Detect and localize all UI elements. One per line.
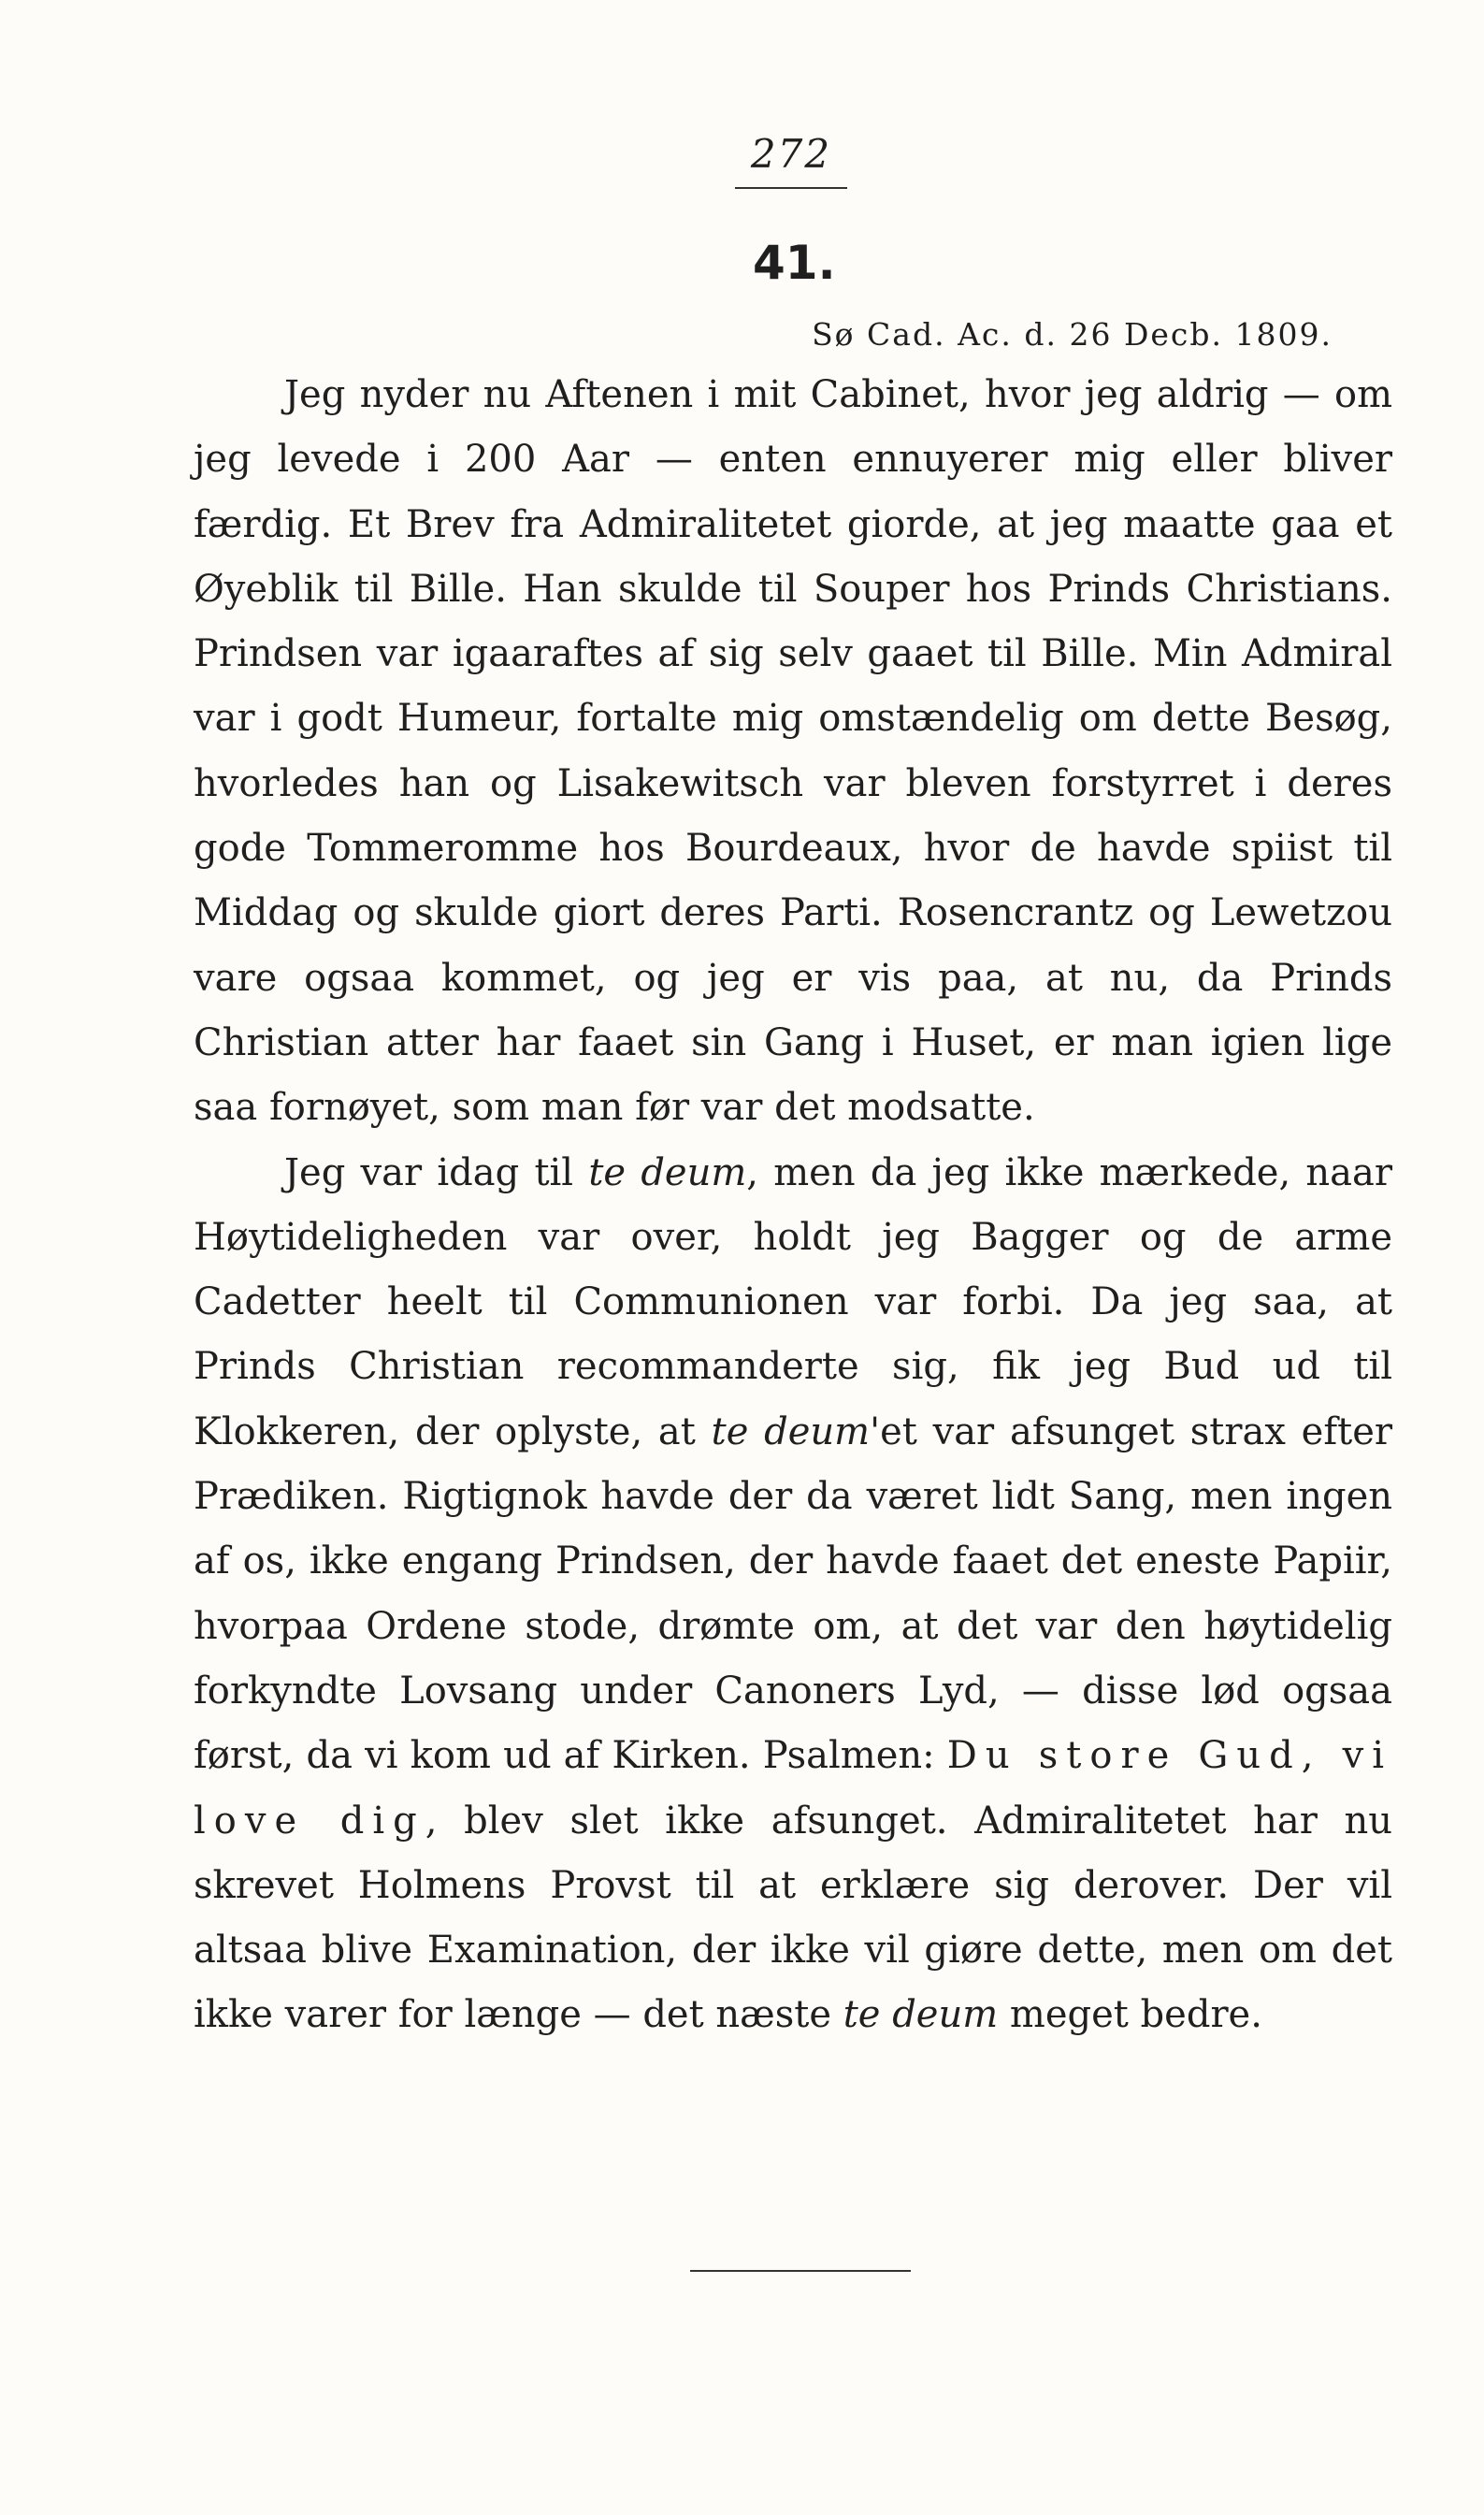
page-number-underline — [735, 187, 847, 189]
letter-number-heading: 41. — [753, 236, 836, 290]
dateline: Sø Cad. Ac. d. 26 Decb. 1809. — [812, 316, 1333, 353]
paragraph-2 — [194, 1141, 1392, 2048]
paragraph-2-text: , men da jeg ikke mærkede, naar Høytideligheden var over, holdt jeg Bagger og de arme Cadetter heelt til Communionen var forbi. Da jeg saa, at Prinds Christian recommanderte sig, fik jeg Bud ud til Klokkeren, der oplyste, at — [194, 1150, 1392, 1453]
italic-te-deum: te deum — [843, 1993, 999, 2037]
letter-body — [194, 363, 1392, 2048]
page-number: 272 — [750, 131, 832, 177]
paragraph-2-text: 'et var afsunget strax efter Prædiken. Rigtignok havde der da været lidt Sang, men ingen af os, ikke engang Prindsen, der havde faaet det eneste Papiir, hvorpaa Ordene stode, drømte om, at det var den høytidelig forkyndte Lovsang under Canoners Lyd, — disse lød ogsaa først, da vi kom ud af Kirken. Psalmen: — [194, 1409, 1392, 1778]
italic-te-deum: te deum — [588, 1150, 747, 1194]
end-rule — [690, 2270, 911, 2272]
hymn-title: Du store Gud, vi love dig — [194, 1734, 1393, 1843]
paragraph-2-text: meget bedre. — [998, 1993, 1262, 2037]
italic-te-deum: te deum — [711, 1409, 871, 1453]
paragraph-1: Jeg nyder nu Aftenen i mit Cabinet, hvor jeg aldrig — om jeg levede i 200 Aar — enten ennuyerer mig eller bliver færdig. Et Brev fra Admiralitetet giorde, at jeg maatte gaa et Øyeblik til Bille. Han skulde til Souper hos Prinds Christians. Prindsen var igaaraftes af sig selv gaaet til Bille. Min Admiral var i godt Humeur, fortalte mig omstændelig om dette Besøg, hvorledes han og Lisakewitsch var bleven forstyrret i deres gode Tommeromme hos Bourdeaux, hvor de havde spiist til Middag og skulde giort deres Parti. Rosencrantz og Lewetzou vare ogsaa kommet, og jeg er vis paa, at nu, da Prinds Christian atter har faaet sin Gang i Huset, er man igien lige saa fornøyet, som man før var det modsatte. — [194, 373, 1392, 1130]
paragraph-2-text: Jeg var idag til — [284, 1150, 589, 1194]
paragraph-2-text: , blev slet ikke afsunget. Admiralitetet har nu skrevet Holmens Provst til at erklære sig derover. Der vil altsaa blive Examination, der ikke vil giøre dette, men om det ikke varer for længe — det næste — [194, 1799, 1392, 2037]
